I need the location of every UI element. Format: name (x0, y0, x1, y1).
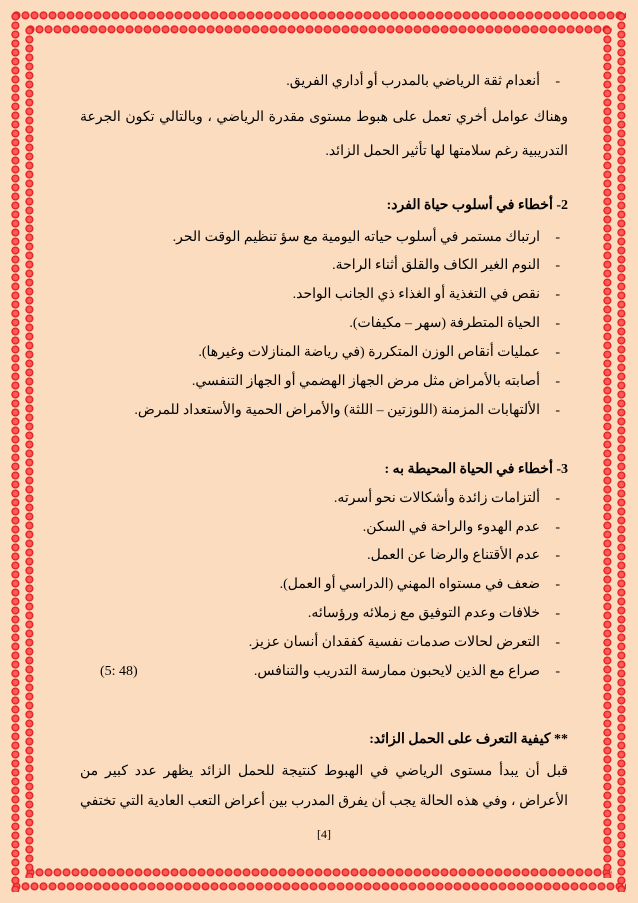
intro-bullet-item (80, 72, 568, 92)
bullet-dash: - (555, 577, 560, 592)
section-3-heading: 3- أخطاء في الحياة المحيطة به : (384, 462, 568, 477)
bullet-dash: - (555, 491, 560, 506)
page-content (80, 0, 568, 903)
section-3-item (80, 518, 568, 538)
bullet-dash: - (555, 606, 560, 621)
section-2-item (80, 228, 568, 248)
border-right-outer (616, 12, 628, 892)
bullet-dash: - (555, 635, 560, 650)
section-2-item (80, 256, 568, 276)
section-2-item (80, 401, 568, 421)
section-2-item (80, 343, 568, 363)
section-4-heading: ** كيفية التعرف على الحمل الزائد: (369, 732, 568, 747)
bullet-dash: - (555, 548, 560, 563)
section-2-item-text: ارتباك مستمر في أسلوب حياته اليومية مع سؤ تنظيم الوقت الحر. (172, 230, 540, 245)
bullet-dash: - (555, 345, 560, 360)
section-2-item-text: نقص في التغذية أو الغذاء ذي الجانب الواحد. (292, 287, 540, 302)
border-left-outer (10, 12, 22, 892)
bullet-dash: - (555, 664, 560, 679)
section-3-item (80, 575, 568, 595)
section-2-item-text: عمليات أنقاص الوزن المتكررة (في رياضة المنازلات وغيرها). (198, 345, 540, 360)
bullet-dash: - (555, 230, 560, 245)
intro-bullet-text: أنعدام ثقة الرياضي بالمدرب أو أداري الفريق. (286, 74, 540, 89)
border-left-inner (24, 26, 36, 878)
section-3-item (80, 489, 568, 509)
section-2-item-text: أصابته بالأمراض مثل مرض الجهاز الهضمي أو الجهاز التنفسي. (191, 374, 540, 389)
bullet-dash: - (555, 258, 560, 273)
section-3-item (80, 633, 568, 653)
paragraph-1-line-1: وهناك عوامل أخري تعمل على هبوط مستوى مقدرة الرياضي ، وبالتالي تكون الجرعة (80, 110, 568, 125)
section-3-item-text: ضعف في مستواه المهني (الدراسي أو العمل). (279, 577, 540, 592)
section-3-item-text: خلافات وعدم التوفيق مع زملائه ورؤسائه. (307, 606, 540, 621)
page-number: [4] (317, 827, 331, 841)
bullet-dash: - (555, 287, 560, 302)
paragraph-2-line-1: قبل أن يبدأ مستوى الرياضي في الهبوط كنتيجة للحمل الزائد يظهر عدد كبير من (80, 764, 568, 779)
section-3-item-text: ألتزامات زائدة وأشكالات نحو أسرته. (333, 491, 540, 506)
border-right-inner (602, 26, 614, 878)
bullet-dash: - (555, 74, 560, 89)
section-2-item-text: الألتهابات المزمنة (اللوزتين – اللثة) والأمراض الحمية والأستعداد للمرض. (134, 403, 540, 418)
bullet-dash: - (555, 316, 560, 331)
section-3-item-text: التعرض لحالات صدمات نفسية كفقدان أنسان عزيز. (248, 635, 540, 650)
bullet-dash: - (555, 403, 560, 418)
section-2-item (80, 372, 568, 392)
section-2-item-text: النوم الغير الكاف والقلق أثناء الراحة. (332, 258, 540, 273)
section-3-item-text: صراع مع الذين لايحبون ممارسة التدريب والتنافس. (253, 664, 540, 679)
section-2-item (80, 314, 568, 334)
section-3-item (80, 662, 568, 682)
section-3-item-text: عدم الهدوء والراحة في السكن. (362, 520, 540, 535)
section-2-item (80, 285, 568, 305)
section-3-item (80, 604, 568, 624)
bullet-dash: - (555, 520, 560, 535)
citation: (5: 48) (100, 664, 138, 679)
section-3-item-text: عدم الأقتناع والرضا عن العمل. (367, 548, 540, 563)
section-2-item-text: الحياة المتطرفة (سهر – مكيفات). (349, 316, 540, 331)
bullet-dash: - (555, 374, 560, 389)
section-2-heading: 2- أخطاء في أسلوب حياة الفرد: (386, 198, 568, 213)
paragraph-1-line-2: التدريبية رغم سلامتها لها تأثير الحمل الزائد. (325, 144, 568, 159)
section-3-item (80, 546, 568, 566)
paragraph-2-line-2: الأعراض ، وفي هذه الحالة يجب أن يفرق المدرب بين أعراض التعب العادية التي تختفي (80, 794, 568, 809)
